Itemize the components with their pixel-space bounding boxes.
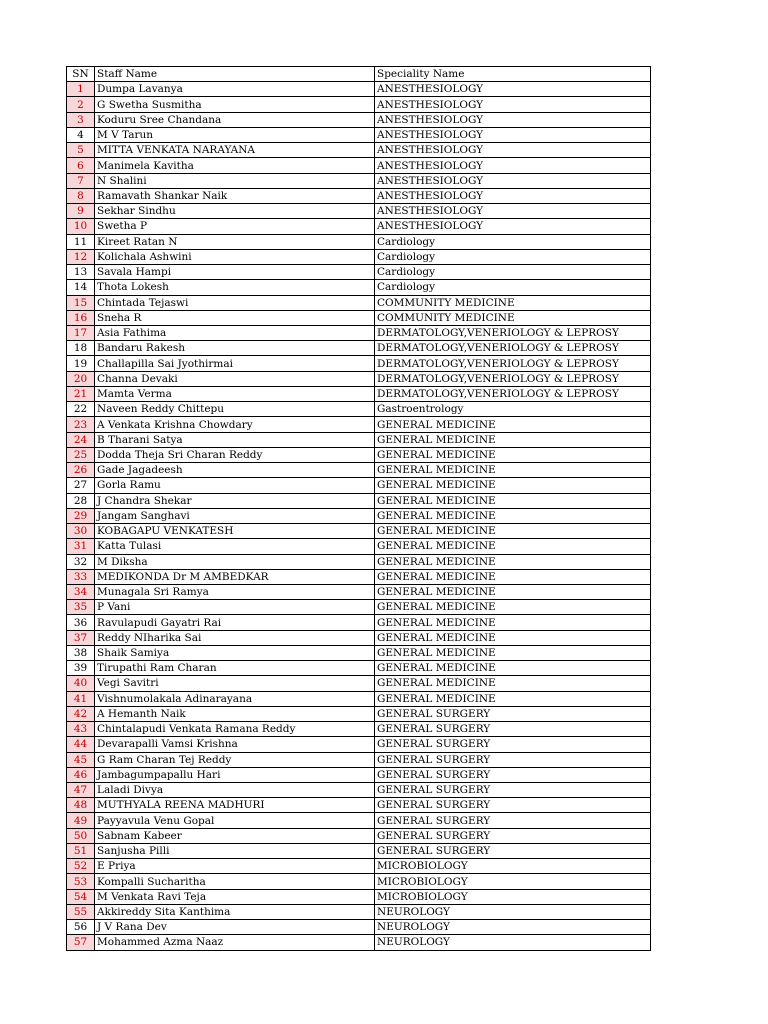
row-sn-cell: 29	[67, 508, 95, 523]
table-row	[67, 204, 651, 219]
row-sn-cell: 26	[67, 463, 95, 478]
row-staff-name-cell: Swetha P	[95, 219, 375, 234]
row-staff-name-cell: Devarapalli Vamsi Krishna	[95, 737, 375, 752]
row-staff-name-cell: Thota Lokesh	[95, 280, 375, 295]
row-speciality-cell: Cardiology	[375, 265, 651, 280]
row-speciality-cell: GENERAL SURGERY	[375, 767, 651, 782]
table-row	[67, 508, 651, 523]
row-speciality-cell: GENERAL SURGERY	[375, 706, 651, 721]
row-staff-name-cell: Ravulapudi Gayatri Rai	[95, 615, 375, 630]
row-sn-cell: 30	[67, 524, 95, 539]
row-staff-name-cell: Vegi Savitri	[95, 676, 375, 691]
row-staff-name-cell: MEDIKONDA Dr M AMBEDKAR	[95, 569, 375, 584]
row-speciality-cell: GENERAL MEDICINE	[375, 417, 651, 432]
row-sn-cell: 57	[67, 935, 95, 950]
table-row	[67, 630, 651, 645]
table-row	[67, 661, 651, 676]
row-speciality-cell: GENERAL MEDICINE	[375, 508, 651, 523]
row-staff-name-cell: Manimela Kavitha	[95, 158, 375, 173]
table-row	[67, 417, 651, 432]
row-staff-name-cell: Sneha R	[95, 310, 375, 325]
table-row	[67, 889, 651, 904]
row-sn-cell: 32	[67, 554, 95, 569]
row-staff-name-cell: M V Tarun	[95, 127, 375, 142]
row-speciality-cell: GENERAL MEDICINE	[375, 463, 651, 478]
row-speciality-cell: GENERAL MEDICINE	[375, 661, 651, 676]
table-row	[67, 280, 651, 295]
table-row	[67, 767, 651, 782]
row-speciality-cell: GENERAL MEDICINE	[375, 432, 651, 447]
row-sn-cell: 55	[67, 904, 95, 919]
row-sn-cell: 42	[67, 706, 95, 721]
row-speciality-cell: GENERAL SURGERY	[375, 813, 651, 828]
table-row	[67, 615, 651, 630]
row-sn-cell: 24	[67, 432, 95, 447]
table-row	[67, 920, 651, 935]
row-speciality-cell: ANESTHESIOLOGY	[375, 127, 651, 142]
row-speciality-cell: DERMATOLOGY,VENERIOLOGY & LEPROSY	[375, 386, 651, 401]
row-speciality-cell: GENERAL SURGERY	[375, 722, 651, 737]
row-speciality-cell: GENERAL MEDICINE	[375, 569, 651, 584]
row-staff-name-cell: Savala Hampi	[95, 265, 375, 280]
row-speciality-cell: ANESTHESIOLOGY	[375, 219, 651, 234]
table-row	[67, 874, 651, 889]
row-sn-cell: 41	[67, 691, 95, 706]
row-staff-name-cell: Bandaru Rakesh	[95, 341, 375, 356]
row-speciality-cell: NEUROLOGY	[375, 920, 651, 935]
row-sn-cell: 56	[67, 920, 95, 935]
row-speciality-cell: GENERAL MEDICINE	[375, 600, 651, 615]
row-sn-cell: 34	[67, 584, 95, 599]
row-speciality-cell: Cardiology	[375, 234, 651, 249]
row-staff-name-cell: Asia Fathima	[95, 325, 375, 340]
row-speciality-cell: ANESTHESIOLOGY	[375, 82, 651, 97]
row-staff-name-cell: A Venkata Krishna Chowdary	[95, 417, 375, 432]
row-staff-name-cell: Ramavath Shankar Naik	[95, 188, 375, 203]
table-row	[67, 539, 651, 554]
row-staff-name-cell: Payyavula Venu Gopal	[95, 813, 375, 828]
row-staff-name-cell: Akkireddy Sita Kanthima	[95, 904, 375, 919]
row-sn-cell: 11	[67, 234, 95, 249]
row-speciality-cell: GENERAL MEDICINE	[375, 584, 651, 599]
row-speciality-cell: Cardiology	[375, 249, 651, 264]
row-speciality-cell: ANESTHESIOLOGY	[375, 188, 651, 203]
table-row	[67, 82, 651, 97]
row-speciality-cell: COMMUNITY MEDICINE	[375, 310, 651, 325]
header-sn: SN	[67, 67, 95, 82]
row-sn-cell: 22	[67, 402, 95, 417]
table-row	[67, 371, 651, 386]
row-sn-cell: 21	[67, 386, 95, 401]
row-sn-cell: 45	[67, 752, 95, 767]
table-row	[67, 737, 651, 752]
table-row	[67, 188, 651, 203]
staff-table	[66, 66, 651, 951]
table-row	[67, 752, 651, 767]
row-speciality-cell: GENERAL MEDICINE	[375, 691, 651, 706]
row-staff-name-cell: Reddy NIharika Sai	[95, 630, 375, 645]
row-speciality-cell: MICROBIOLOGY	[375, 889, 651, 904]
row-speciality-cell: GENERAL MEDICINE	[375, 447, 651, 462]
table-row	[67, 447, 651, 462]
row-staff-name-cell: G Ram Charan Tej Reddy	[95, 752, 375, 767]
row-staff-name-cell: Vishnumolakala Adinarayana	[95, 691, 375, 706]
table-row	[67, 554, 651, 569]
table-row	[67, 798, 651, 813]
row-sn-cell: 18	[67, 341, 95, 356]
row-sn-cell: 48	[67, 798, 95, 813]
row-sn-cell: 46	[67, 767, 95, 782]
table-row	[67, 783, 651, 798]
row-speciality-cell: DERMATOLOGY,VENERIOLOGY & LEPROSY	[375, 371, 651, 386]
row-staff-name-cell: Sabnam Kabeer	[95, 828, 375, 843]
table-row	[67, 813, 651, 828]
row-speciality-cell: NEUROLOGY	[375, 904, 651, 919]
table-row	[67, 478, 651, 493]
row-sn-cell: 5	[67, 143, 95, 158]
row-speciality-cell: GENERAL SURGERY	[375, 783, 651, 798]
table-row	[67, 493, 651, 508]
table-row	[67, 112, 651, 127]
row-staff-name-cell: Jambagumpapallu Hari	[95, 767, 375, 782]
row-staff-name-cell: Laladi Divya	[95, 783, 375, 798]
table-row	[67, 127, 651, 142]
table-row	[67, 904, 651, 919]
row-staff-name-cell: Jangam Sanghavi	[95, 508, 375, 523]
staff-table-container	[66, 66, 651, 951]
row-sn-cell: 20	[67, 371, 95, 386]
row-sn-cell: 35	[67, 600, 95, 615]
row-staff-name-cell: Gorla Ramu	[95, 478, 375, 493]
row-sn-cell: 16	[67, 310, 95, 325]
row-sn-cell: 36	[67, 615, 95, 630]
row-sn-cell: 12	[67, 249, 95, 264]
table-row	[67, 722, 651, 737]
table-row	[67, 645, 651, 660]
row-speciality-cell: ANESTHESIOLOGY	[375, 158, 651, 173]
row-sn-cell: 54	[67, 889, 95, 904]
table-row	[67, 463, 651, 478]
table-row	[67, 310, 651, 325]
row-sn-cell: 3	[67, 112, 95, 127]
table-row	[67, 706, 651, 721]
row-sn-cell: 14	[67, 280, 95, 295]
row-speciality-cell: MICROBIOLOGY	[375, 874, 651, 889]
row-sn-cell: 39	[67, 661, 95, 676]
row-sn-cell: 31	[67, 539, 95, 554]
row-sn-cell: 17	[67, 325, 95, 340]
table-row	[67, 265, 651, 280]
row-sn-cell: 53	[67, 874, 95, 889]
row-staff-name-cell: KOBAGAPU VENKATESH	[95, 524, 375, 539]
table-row	[67, 828, 651, 843]
table-body	[67, 82, 651, 950]
row-staff-name-cell: M Venkata Ravi Teja	[95, 889, 375, 904]
row-speciality-cell: GENERAL MEDICINE	[375, 645, 651, 660]
row-speciality-cell: ANESTHESIOLOGY	[375, 204, 651, 219]
row-staff-name-cell: Kireet Ratan N	[95, 234, 375, 249]
table-row	[67, 173, 651, 188]
row-sn-cell: 10	[67, 219, 95, 234]
table-row	[67, 219, 651, 234]
row-speciality-cell: ANESTHESIOLOGY	[375, 143, 651, 158]
row-staff-name-cell: Sanjusha Pilli	[95, 843, 375, 858]
row-staff-name-cell: Kompalli Sucharitha	[95, 874, 375, 889]
row-staff-name-cell: Kolichala Ashwini	[95, 249, 375, 264]
row-sn-cell: 25	[67, 447, 95, 462]
row-staff-name-cell: MUTHYALA REENA MADHURI	[95, 798, 375, 813]
row-sn-cell: 9	[67, 204, 95, 219]
row-speciality-cell: ANESTHESIOLOGY	[375, 173, 651, 188]
row-staff-name-cell: Channa Devaki	[95, 371, 375, 386]
row-staff-name-cell: J V Rana Dev	[95, 920, 375, 935]
row-staff-name-cell: G Swetha Susmitha	[95, 97, 375, 112]
row-sn-cell: 23	[67, 417, 95, 432]
row-staff-name-cell: P Vani	[95, 600, 375, 615]
row-staff-name-cell: Naveen Reddy Chittepu	[95, 402, 375, 417]
table-row	[67, 158, 651, 173]
row-staff-name-cell: E Priya	[95, 859, 375, 874]
row-staff-name-cell: MITTA VENKATA NARAYANA	[95, 143, 375, 158]
row-speciality-cell: NEUROLOGY	[375, 935, 651, 950]
table-row	[67, 249, 651, 264]
row-sn-cell: 15	[67, 295, 95, 310]
row-speciality-cell: GENERAL SURGERY	[375, 752, 651, 767]
row-staff-name-cell: Chintalapudi Venkata Ramana Reddy	[95, 722, 375, 737]
row-staff-name-cell: B Tharani Satya	[95, 432, 375, 447]
row-speciality-cell: GENERAL MEDICINE	[375, 554, 651, 569]
row-staff-name-cell: J Chandra Shekar	[95, 493, 375, 508]
row-speciality-cell: GENERAL SURGERY	[375, 798, 651, 813]
row-sn-cell: 2	[67, 97, 95, 112]
row-staff-name-cell: Challapilla Sai Jyothirmai	[95, 356, 375, 371]
row-sn-cell: 47	[67, 783, 95, 798]
row-sn-cell: 13	[67, 265, 95, 280]
table-row	[67, 569, 651, 584]
row-sn-cell: 51	[67, 843, 95, 858]
row-speciality-cell: GENERAL MEDICINE	[375, 630, 651, 645]
row-staff-name-cell: Dodda Theja Sri Charan Reddy	[95, 447, 375, 462]
row-sn-cell: 44	[67, 737, 95, 752]
table-row	[67, 524, 651, 539]
row-staff-name-cell: Dumpa Lavanya	[95, 82, 375, 97]
row-speciality-cell: Gastroentrology	[375, 402, 651, 417]
table-row	[67, 356, 651, 371]
row-speciality-cell: GENERAL MEDICINE	[375, 493, 651, 508]
row-speciality-cell: MICROBIOLOGY	[375, 859, 651, 874]
row-speciality-cell: COMMUNITY MEDICINE	[375, 295, 651, 310]
header-speciality: Speciality Name	[375, 67, 651, 82]
row-sn-cell: 38	[67, 645, 95, 660]
row-sn-cell: 40	[67, 676, 95, 691]
row-staff-name-cell: Koduru Sree Chandana	[95, 112, 375, 127]
row-sn-cell: 8	[67, 188, 95, 203]
header-staff-name: Staff Name	[95, 67, 375, 82]
row-sn-cell: 33	[67, 569, 95, 584]
row-sn-cell: 7	[67, 173, 95, 188]
row-speciality-cell: GENERAL MEDICINE	[375, 539, 651, 554]
row-sn-cell: 28	[67, 493, 95, 508]
table-row	[67, 402, 651, 417]
row-sn-cell: 50	[67, 828, 95, 843]
row-speciality-cell: GENERAL MEDICINE	[375, 524, 651, 539]
row-sn-cell: 37	[67, 630, 95, 645]
table-row	[67, 143, 651, 158]
row-staff-name-cell: Mohammed Azma Naaz	[95, 935, 375, 950]
row-speciality-cell: GENERAL MEDICINE	[375, 615, 651, 630]
row-sn-cell: 4	[67, 127, 95, 142]
row-speciality-cell: GENERAL MEDICINE	[375, 676, 651, 691]
row-sn-cell: 27	[67, 478, 95, 493]
row-staff-name-cell: A Hemanth Naik	[95, 706, 375, 721]
row-staff-name-cell: M Diksha	[95, 554, 375, 569]
table-row	[67, 432, 651, 447]
table-row	[67, 341, 651, 356]
table-row	[67, 386, 651, 401]
row-sn-cell: 43	[67, 722, 95, 737]
row-staff-name-cell: Shaik Samiya	[95, 645, 375, 660]
table-row	[67, 97, 651, 112]
row-staff-name-cell: Tirupathi Ram Charan	[95, 661, 375, 676]
row-sn-cell: 1	[67, 82, 95, 97]
table-row	[67, 676, 651, 691]
row-staff-name-cell: Chintada Tejaswi	[95, 295, 375, 310]
table-row	[67, 843, 651, 858]
row-speciality-cell: DERMATOLOGY,VENERIOLOGY & LEPROSY	[375, 341, 651, 356]
row-speciality-cell: DERMATOLOGY,VENERIOLOGY & LEPROSY	[375, 325, 651, 340]
table-row	[67, 600, 651, 615]
row-staff-name-cell: Katta Tulasi	[95, 539, 375, 554]
row-speciality-cell: Cardiology	[375, 280, 651, 295]
row-staff-name-cell: Mamta Verma	[95, 386, 375, 401]
row-speciality-cell: GENERAL SURGERY	[375, 828, 651, 843]
row-staff-name-cell: N Shalini	[95, 173, 375, 188]
table-row	[67, 691, 651, 706]
table-row	[67, 325, 651, 340]
row-staff-name-cell: Munagala Sri Ramya	[95, 584, 375, 599]
table-row	[67, 295, 651, 310]
row-speciality-cell: DERMATOLOGY,VENERIOLOGY & LEPROSY	[375, 356, 651, 371]
row-speciality-cell: GENERAL SURGERY	[375, 843, 651, 858]
row-sn-cell: 6	[67, 158, 95, 173]
row-speciality-cell: ANESTHESIOLOGY	[375, 97, 651, 112]
header-row	[67, 67, 651, 82]
row-speciality-cell: GENERAL MEDICINE	[375, 478, 651, 493]
row-staff-name-cell: Gade Jagadeesh	[95, 463, 375, 478]
table-row	[67, 584, 651, 599]
row-speciality-cell: GENERAL SURGERY	[375, 737, 651, 752]
row-speciality-cell: ANESTHESIOLOGY	[375, 112, 651, 127]
table-row	[67, 859, 651, 874]
table-row	[67, 935, 651, 950]
row-sn-cell: 19	[67, 356, 95, 371]
table-row	[67, 234, 651, 249]
row-sn-cell: 52	[67, 859, 95, 874]
row-sn-cell: 49	[67, 813, 95, 828]
row-staff-name-cell: Sekhar Sindhu	[95, 204, 375, 219]
